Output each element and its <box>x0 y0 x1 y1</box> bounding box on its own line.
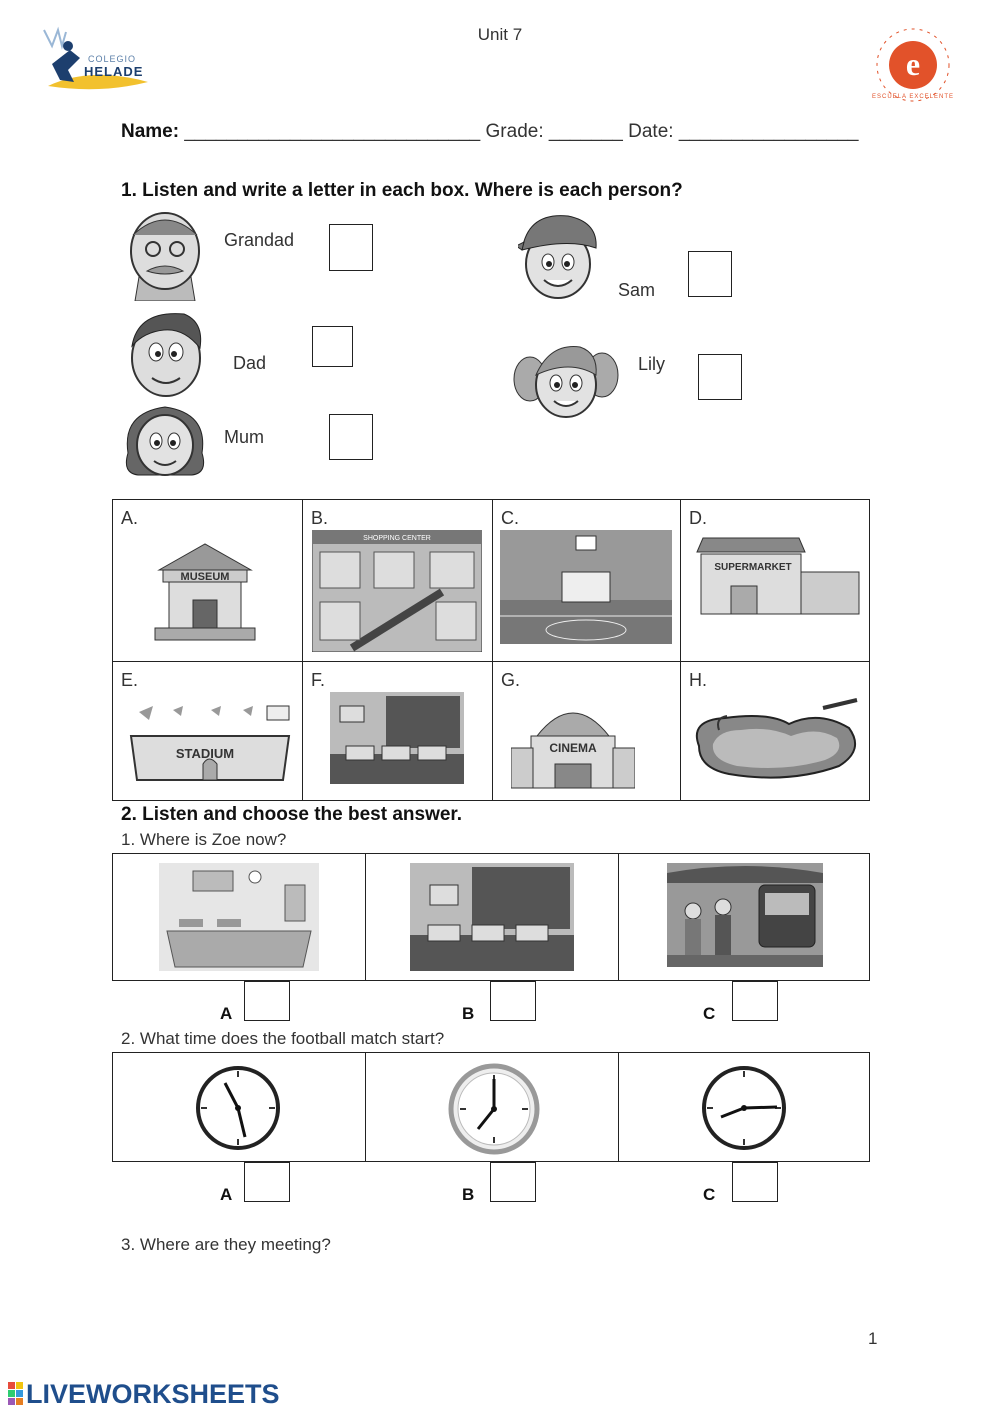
grade-field[interactable]: _______ <box>548 121 623 142</box>
swimming-pool-image <box>689 690 863 784</box>
answer-box-dad[interactable] <box>312 326 353 367</box>
q2-option-a-box[interactable] <box>244 1162 290 1202</box>
clock-b-icon <box>448 1063 540 1155</box>
clock-a-icon <box>195 1065 281 1151</box>
school-logo-text-main: HELADE <box>84 64 144 79</box>
mum-face-image <box>122 403 208 477</box>
place-cell-b <box>302 499 493 662</box>
q1-option-b-letter: B <box>462 1004 475 1023</box>
place-letter-f: F. <box>311 670 326 690</box>
q1-option-c-cell <box>618 853 870 981</box>
library-image <box>330 692 464 784</box>
name-label: Name: <box>121 121 180 142</box>
section1-heading: 1. Listen and write a letter in each box. Where is each person? <box>121 180 683 201</box>
section2-heading: 2. Listen and choose the best answer. <box>121 804 463 825</box>
q1-option-c-letter: C <box>703 1004 716 1023</box>
shopping-center-image <box>312 530 482 652</box>
supermarket-sign: SUPERMARKET <box>714 562 792 573</box>
lily-face-image <box>510 335 622 427</box>
name-field[interactable]: ____________________________ <box>184 121 481 142</box>
excellence-seal <box>870 22 956 108</box>
place-cell-e <box>112 661 303 801</box>
date-field[interactable]: _________________ <box>678 121 859 142</box>
cinema-sign: CINEMA <box>549 741 597 755</box>
answer-box-sam[interactable] <box>688 251 732 297</box>
place-letter-d: D. <box>689 508 707 528</box>
place-letter-g: G. <box>501 670 521 690</box>
liveworksheets-mark-icon <box>8 1380 24 1408</box>
dad-face-image <box>124 308 206 400</box>
sports-hall-image <box>500 530 672 644</box>
shopping-center-sign: SHOPPING CENTER <box>363 535 431 542</box>
person-label-lily: Lily <box>638 354 666 374</box>
indoor-pool-image <box>159 863 319 971</box>
q1-option-b-box[interactable] <box>490 981 536 1021</box>
grandad-face-image <box>125 207 205 301</box>
place-letter-b: B. <box>311 508 329 528</box>
q2-option-a-cell <box>112 1052 366 1162</box>
question-3: 3. Where are they meeting? <box>121 1235 331 1254</box>
question-2: 2. What time does the football match start? <box>121 1029 445 1048</box>
q2-option-b-box[interactable] <box>490 1162 536 1202</box>
person-label-dad: Dad <box>233 353 267 373</box>
supermarket-image <box>695 536 863 618</box>
date-label: Date: <box>628 121 674 142</box>
place-cell-f <box>302 661 493 801</box>
school-logo-text-top: COLEGIO <box>88 54 137 64</box>
place-cell-c <box>492 499 682 662</box>
stadium-image <box>127 702 293 788</box>
clock-c-icon <box>701 1065 787 1151</box>
museum-sign: MUSEUM <box>180 571 230 583</box>
page-number: 1 <box>868 1329 878 1348</box>
place-cell-g <box>492 661 682 801</box>
q1-option-a-box[interactable] <box>244 981 290 1021</box>
page-title: Unit 7 <box>477 25 523 44</box>
answer-box-lily[interactable] <box>698 354 742 400</box>
answer-box-mum[interactable] <box>329 414 373 460</box>
grade-label: Grade: <box>485 121 544 142</box>
stadium-sign: STADIUM <box>175 746 235 761</box>
library-option-image <box>410 863 574 971</box>
place-letter-c: C. <box>501 508 519 528</box>
person-label-grandad: Grandad <box>224 230 295 250</box>
seal-text: ESCUELA EXCELENTE <box>871 94 955 100</box>
sam-face-image <box>518 212 600 302</box>
q1-option-a-letter: A <box>220 1004 233 1023</box>
q2-option-c-letter: C <box>703 1185 716 1204</box>
answer-box-grandad[interactable] <box>329 224 373 271</box>
museum-image <box>153 540 257 644</box>
place-cell-a <box>112 499 303 662</box>
person-label-sam: Sam <box>618 280 656 300</box>
place-letter-h: H. <box>689 670 707 690</box>
q2-option-c-cell <box>618 1052 870 1162</box>
q2-option-a-letter: A <box>220 1185 233 1204</box>
liveworksheets-brand: LIVEWORKSHEETS <box>26 1378 280 1409</box>
q1-option-c-box[interactable] <box>732 981 778 1021</box>
cinema-image <box>511 696 635 790</box>
q1-option-b-cell <box>365 853 619 981</box>
q2-option-b-cell <box>365 1052 619 1162</box>
q2-option-b-letter: B <box>462 1185 475 1204</box>
q1-option-a-cell <box>112 853 366 981</box>
question-1: 1. Where is Zoe now? <box>121 830 287 849</box>
person-label-mum: Mum <box>224 427 264 447</box>
place-cell-d <box>680 499 870 662</box>
liveworksheets-logo <box>8 1379 280 1409</box>
student-info-line <box>121 121 858 143</box>
seal-letter: e <box>905 46 921 82</box>
bus-station-image <box>667 863 823 967</box>
place-cell-h <box>680 661 870 801</box>
q2-option-c-box[interactable] <box>732 1162 778 1202</box>
place-letter-a: A. <box>121 508 139 528</box>
place-letter-e: E. <box>121 670 139 690</box>
